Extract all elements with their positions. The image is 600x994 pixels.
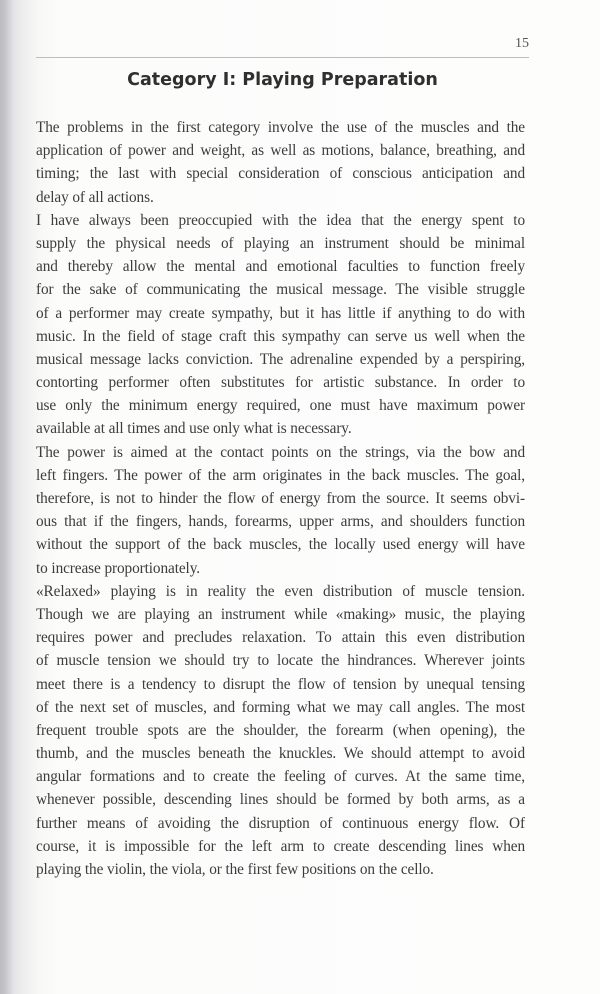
text-line: of a performer may create sympathy, but it has little if anything to do with bbox=[36, 304, 525, 322]
text-line: course, it is impossible for the left arm to create descending lines when bbox=[36, 837, 525, 855]
text-line: frequent trouble spots are the shoulder, the forearm (when opening), the bbox=[36, 721, 525, 739]
text-line: and thereby allow the mental and emotional faculties to function freely bbox=[36, 258, 525, 276]
text-line: use only the minimum energy required, one must have maximum power bbox=[36, 397, 525, 415]
text-line: further means of avoiding the disruption of continuous energy flow. Of bbox=[36, 814, 525, 832]
text-line: application of power and weight, as well as motions, balance, breathing, and bbox=[36, 142, 525, 160]
text-line: to increase proportionately. bbox=[36, 559, 200, 577]
text-line: meet there is a tendency to disrupt the flow of tension by unequal tensing bbox=[36, 675, 525, 693]
text-line: musical message lacks conviction. The adrenaline expended by a perspiring, bbox=[36, 350, 525, 368]
text-line: for the sake of communicating the musical message. The visible struggle bbox=[36, 281, 525, 299]
text-line: requires power and precludes relaxation. To attain this even distribution bbox=[36, 629, 525, 647]
text-line: whenever possible, descending lines should be formed by both arms, as a bbox=[36, 791, 525, 809]
paragraph-2 bbox=[36, 209, 525, 441]
text-line: The power is aimed at the contact points on the strings, via the bow and bbox=[36, 443, 525, 461]
text-line: «Relaxed» playing is in reality the even distribution of muscle tension. bbox=[36, 582, 525, 600]
chapter-title: Category I: Playing Preparation bbox=[127, 70, 438, 90]
text-line: Though we are playing an instrument while «making» music, the playing bbox=[36, 605, 525, 623]
paragraph-1 bbox=[36, 116, 525, 209]
text-line: supply the physical needs of playing an instrument should be minimal bbox=[36, 234, 525, 252]
paragraph-4 bbox=[36, 580, 525, 881]
text-line: delay of all actions. bbox=[36, 188, 154, 206]
text-line: I have always been preoccupied with the idea that the energy spent to bbox=[36, 211, 525, 229]
text-line: left fingers. The power of the arm originates in the back muscles. The goal, bbox=[36, 466, 525, 484]
page-number: 15 bbox=[515, 36, 529, 51]
body-text bbox=[36, 116, 525, 881]
text-line: contorting performer often substitutes for artistic substance. In order to bbox=[36, 374, 525, 392]
paragraph-3 bbox=[36, 441, 525, 580]
spine-shadow bbox=[0, 0, 14, 994]
text-line: therefore, is not to hinder the flow of energy from the source. It seems obvi- bbox=[36, 490, 525, 507]
text-line: angular formations and to create the feeling of curves. At the same time, bbox=[36, 768, 525, 786]
header-rule bbox=[36, 57, 529, 58]
text-line: available at all times and use only what is necessary. bbox=[36, 420, 352, 438]
text-line: The problems in the first category involve the use of the muscles and the bbox=[36, 119, 525, 136]
text-line: ous that if the fingers, hands, forearms, upper arms, and shoulders function bbox=[36, 513, 525, 531]
text-line: without the support of the back muscles, the locally used energy will have bbox=[36, 536, 525, 554]
text-line: thumb, and the muscles beneath the knuckles. We should attempt to avoid bbox=[36, 745, 525, 763]
text-line: music. In the field of stage craft this sympathy can serve us well when the bbox=[36, 327, 525, 345]
text-line: of the next set of muscles, and forming what we may call angles. The most bbox=[36, 698, 525, 716]
text-line: timing; the last with special consideration of conscious anticipation and bbox=[36, 165, 525, 183]
text-line: of muscle tension we should try to locate the hindrances. Wherever joints bbox=[36, 652, 525, 670]
text-line: playing the violin, the viola, or the first few positions on the cello. bbox=[36, 861, 434, 878]
